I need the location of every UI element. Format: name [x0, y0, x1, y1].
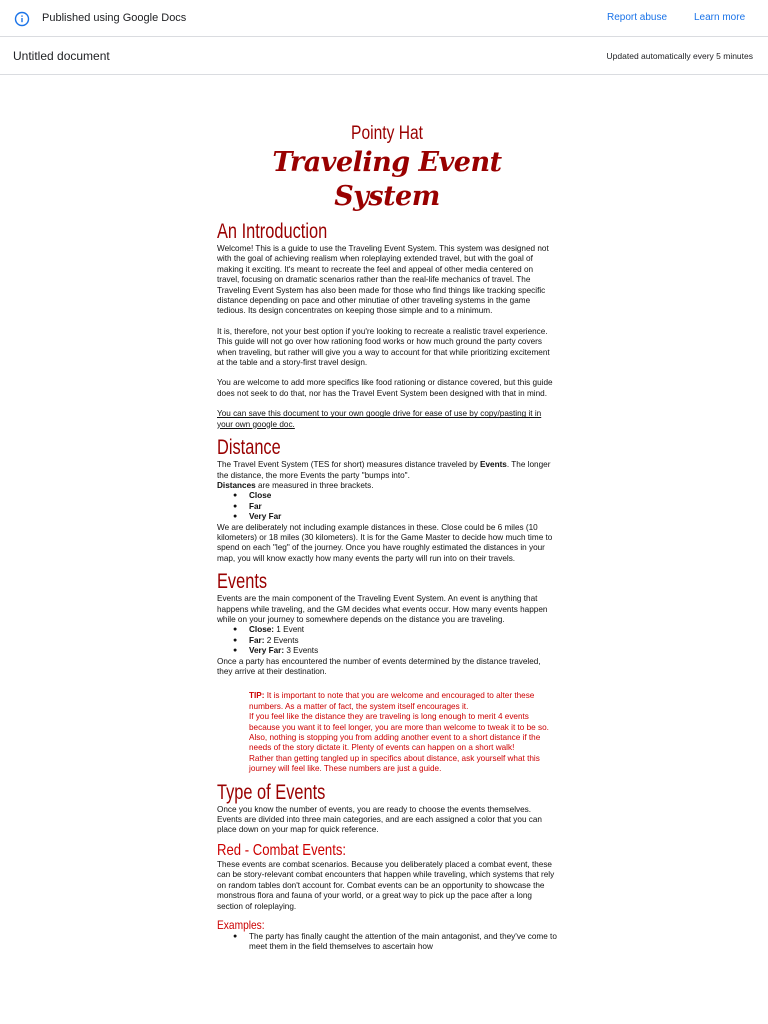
tip-paragraph-1: [249, 691, 557, 712]
top-bar: [0, 0, 768, 37]
intro-paragraph-1: Welcome! This is a guide to use the Traveling Event System. This system was designed not with the goal of achieving realism when roleplaying extended travel, but with the goal of making it exciting. It's meant to recreate the feel and appeal of other media centered on travel, focusing on dramatic scenarios rather than the real-life mechanics of travel. The Traveling Event System has also been made for those who find things like tracking specific distance depending on pace and other minutiae of other traveling systems in the game tedious. Its design concentrates on keeping those simple and to a minimum.: [217, 244, 549, 316]
events-paragraph-1: Events are the main component of the Traveling Event System. An event is anything that happens while traveling, and the GM decides what events occur. How many events happen while on your journey to somewhere depends on the distance you are traveling.: [217, 594, 548, 624]
update-status: Updated automatically every 5 minutes: [606, 51, 753, 61]
report-abuse-link[interactable]: Report abuse: [607, 12, 668, 23]
published-label: Published using Google Docs: [42, 12, 187, 24]
intro-paragraph-3: You are welcome to add more specifics like food rationing or distance covered, but this guide does not seek to do that, nor has the Travel Event System been designed with that in mind.: [217, 378, 553, 398]
tip-text: It is important to note that you are welcome and encouraged to alter these numbers. As a matter of fact, the system itself encourages it.: [249, 691, 535, 711]
list-item-label: Close: [249, 491, 272, 501]
document-body: [217, 120, 557, 953]
document-heading: Traveling Event System: [272, 147, 502, 212]
info-icon[interactable]: [14, 11, 30, 27]
events-paragraph-2: Once a party has encountered the number of events determined by the distance traveled, they arrive at their destination.: [217, 656, 541, 676]
list-item: [249, 636, 557, 646]
distance-paragraph-1: [217, 460, 557, 491]
tip-paragraph-3: Rather than getting tangled up in specifics about distance, ask yourself what this journey will feel like. These numbers are just a guide.: [249, 753, 540, 774]
intro-paragraph-2: It is, therefore, not your best option if you're looking to recreate a realistic travel experience. This guide will not go over how rationing food works or how much ground the party covers when traveling, but rather will give you a way to account for that while prioritizing excitement at the table and a story-first travel design.: [217, 326, 550, 368]
text-run: . The longer the distance, the more Events the party "bumps into".: [217, 460, 551, 480]
list-item: ● The party has finally caught the attention of the main antagonist, and they've come to meet them in the field themselves to ascertain how: [249, 932, 557, 953]
document-title: Untitled document: [13, 49, 110, 63]
examples-list: [217, 932, 557, 953]
heading-introduction: An Introduction: [217, 220, 328, 243]
tip-paragraph-2: If you feel like the distance they are traveling is long enough to merit 4 events because you want it to feel longer, you are more than welcome to tweak it to be so. Also, nothing is stopping you from adding another event to a short distance if the needs of the story dictate it. Plenty of events can happen on a short walk!: [249, 712, 549, 753]
list-item-label: Very Far: [249, 512, 282, 522]
list-item: [249, 491, 557, 501]
list-item: [249, 502, 557, 512]
text-run: are measured in three brackets.: [255, 480, 374, 490]
brand-name: Pointy Hat: [351, 123, 423, 144]
list-item: [249, 625, 557, 635]
title-bar: [0, 37, 768, 75]
red-paragraph-1: These events are combat scenarios. Because you deliberately placed a combat event, these can be story-relevant combat encounters that happen while traveling, which systems that rely on random tables don't account for. Combat events can be an opportunity to showcase the monstrous flora and fauna of your world, or a great way to pick up the pace after a long section of roleplaying.: [217, 859, 555, 911]
tip-label: TIP:: [249, 691, 265, 701]
heading-type-of-events: Type of Events: [217, 780, 326, 804]
distance-list: [217, 491, 557, 522]
heading-red-combat-events: Red - Combat Events:: [217, 841, 347, 859]
list-item-label: Very Far:: [249, 646, 285, 656]
distance-paragraph-2: We are deliberately not including example distances in these. Close could be 6 miles (10 kilometers) or 18 miles (30 kilometers). It is for the Game Master to decide how much time to spend on each "leg" of the journey. Once you have roughly estimated the distances in your map, you will know exactly how many events the party will run into on their travels.: [217, 522, 553, 563]
heading-distance: Distance: [217, 436, 281, 460]
learn-more-link[interactable]: Learn more: [694, 12, 746, 23]
list-item-label: Far: [249, 501, 262, 511]
heading-examples: Examples:: [217, 917, 265, 932]
types-paragraph-1: Once you know the number of events, you are ready to choose the events themselves. Events are divided into three main categories, and are each assigned a color that you can place down on your map for quick reference.: [217, 804, 542, 835]
bold-run: Distances: [217, 480, 256, 490]
tip-box: [249, 691, 557, 774]
bold-run: Events: [480, 460, 507, 470]
heading-events: Events: [217, 570, 268, 594]
list-item-value: 1 Event: [274, 625, 305, 635]
list-item: [249, 512, 557, 522]
list-item-value: 3 Events: [284, 646, 319, 656]
intro-paragraph-4: You can save this document to your own google drive for ease of use by copy/pasting it in your own google doc.: [217, 409, 542, 429]
list-item-value: 2 Events: [264, 635, 299, 645]
events-list: [217, 625, 557, 656]
list-item: [249, 646, 557, 656]
text-run: The Travel Event System (TES for short) measures distance traveled by: [217, 460, 481, 470]
list-item-label: Far:: [249, 635, 265, 645]
list-item-label: Close:: [249, 625, 275, 635]
